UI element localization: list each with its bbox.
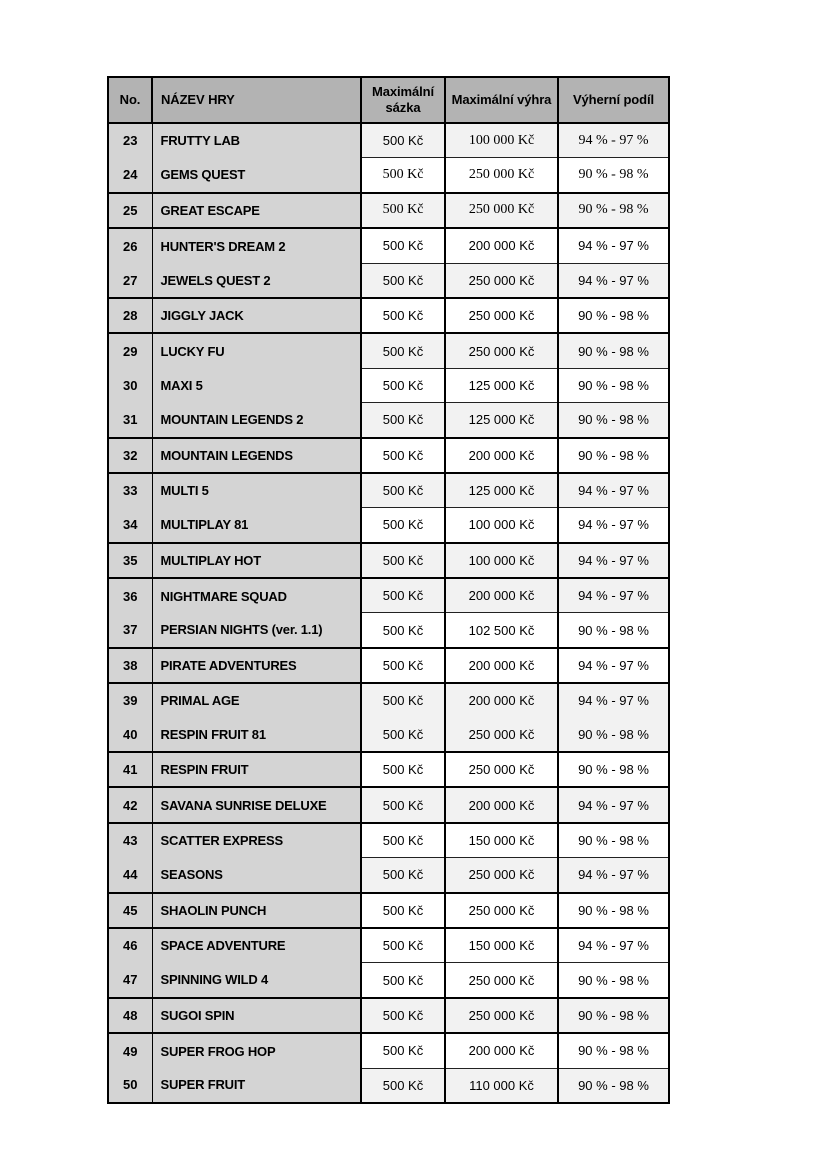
row-number-cell: 31 — [108, 403, 152, 438]
win-share-cell: 90 % - 98 % — [558, 193, 669, 228]
table-row — [108, 578, 669, 613]
max-bet-cell: 500 Kč — [361, 543, 445, 578]
game-name-cell: SPACE ADVENTURE — [152, 928, 361, 963]
max-bet-cell: 500 Kč — [361, 508, 445, 543]
max-win-cell: 250 000 Kč — [445, 298, 558, 333]
game-name-cell: JEWELS QUEST 2 — [152, 263, 361, 298]
max-bet-cell: 500 Kč — [361, 858, 445, 893]
game-name-cell: SUGOI SPIN — [152, 998, 361, 1033]
game-name-cell: NIGHTMARE SQUAD — [152, 578, 361, 613]
table-row — [108, 123, 669, 158]
row-number-cell: 29 — [108, 333, 152, 368]
table-row — [108, 228, 669, 263]
max-win-cell: 250 000 Kč — [445, 193, 558, 228]
game-name-cell: MAXI 5 — [152, 368, 361, 402]
win-share-cell: 90 % - 98 % — [558, 752, 669, 787]
row-number-cell: 41 — [108, 752, 152, 787]
game-name-cell: SEASONS — [152, 858, 361, 893]
col-header-max-bet: Maximální sázka — [361, 77, 445, 123]
table-row — [108, 298, 669, 333]
max-win-cell: 150 000 Kč — [445, 928, 558, 963]
row-number-cell: 50 — [108, 1068, 152, 1103]
table-row — [108, 1033, 669, 1068]
game-name-cell: GREAT ESCAPE — [152, 193, 361, 228]
col-header-no: No. — [108, 77, 152, 123]
win-share-cell: 90 % - 98 % — [558, 368, 669, 402]
max-bet-cell: 500 Kč — [361, 403, 445, 438]
max-win-cell: 125 000 Kč — [445, 403, 558, 438]
max-bet-cell: 500 Kč — [361, 752, 445, 787]
win-share-cell: 90 % - 98 % — [558, 1068, 669, 1103]
row-number-cell: 34 — [108, 508, 152, 543]
win-share-cell: 90 % - 98 % — [558, 998, 669, 1033]
table-row — [108, 823, 669, 858]
win-share-cell: 94 % - 97 % — [558, 508, 669, 543]
table-row — [108, 508, 669, 543]
table-row — [108, 263, 669, 298]
col-header-win-share: Výherní podíl — [558, 77, 669, 123]
col-header-max-win: Maximální výhra — [445, 77, 558, 123]
game-name-cell: PERSIAN NIGHTS (ver. 1.1) — [152, 613, 361, 648]
max-bet-cell: 500 Kč — [361, 438, 445, 473]
game-name-cell: LUCKY FU — [152, 333, 361, 368]
max-win-cell: 125 000 Kč — [445, 473, 558, 508]
row-number-cell: 48 — [108, 998, 152, 1033]
max-win-cell: 250 000 Kč — [445, 858, 558, 893]
game-name-cell: RESPIN FRUIT — [152, 752, 361, 787]
max-win-cell: 250 000 Kč — [445, 893, 558, 928]
table-row — [108, 683, 669, 717]
game-name-cell: MULTIPLAY HOT — [152, 543, 361, 578]
game-name-cell: PIRATE ADVENTURES — [152, 648, 361, 683]
game-name-cell: PRIMAL AGE — [152, 683, 361, 717]
win-share-cell: 94 % - 97 % — [558, 263, 669, 298]
game-name-cell: SAVANA SUNRISE DELUXE — [152, 787, 361, 822]
table-row — [108, 752, 669, 787]
max-bet-cell: 500 Kč — [361, 368, 445, 402]
max-bet-cell: 500 Kč — [361, 228, 445, 263]
row-number-cell: 35 — [108, 543, 152, 578]
max-bet-cell: 500 Kč — [361, 823, 445, 858]
table-row — [108, 403, 669, 438]
table-row — [108, 158, 669, 193]
win-share-cell: 90 % - 98 % — [558, 298, 669, 333]
max-win-cell: 250 000 Kč — [445, 333, 558, 368]
game-name-cell: RESPIN FRUIT 81 — [152, 718, 361, 752]
win-share-cell: 90 % - 98 % — [558, 333, 669, 368]
header-row — [108, 77, 669, 123]
row-number-cell: 27 — [108, 263, 152, 298]
max-bet-cell: 500 Kč — [361, 473, 445, 508]
max-bet-cell: 500 Kč — [361, 158, 445, 193]
max-win-cell: 100 000 Kč — [445, 508, 558, 543]
table-row — [108, 648, 669, 683]
win-share-cell: 94 % - 97 % — [558, 578, 669, 613]
max-bet-cell: 500 Kč — [361, 578, 445, 613]
table-row — [108, 438, 669, 473]
win-share-cell: 94 % - 97 % — [558, 123, 669, 158]
win-share-cell: 90 % - 98 % — [558, 403, 669, 438]
max-bet-cell: 500 Kč — [361, 1068, 445, 1103]
game-name-cell: SCATTER EXPRESS — [152, 823, 361, 858]
table-row — [108, 613, 669, 648]
max-win-cell: 250 000 Kč — [445, 718, 558, 752]
max-bet-cell: 500 Kč — [361, 718, 445, 752]
win-share-cell: 94 % - 97 % — [558, 228, 669, 263]
row-number-cell: 47 — [108, 963, 152, 998]
game-name-cell: SUPER FRUIT — [152, 1068, 361, 1103]
max-bet-cell: 500 Kč — [361, 963, 445, 998]
win-share-cell: 90 % - 98 % — [558, 438, 669, 473]
row-number-cell: 36 — [108, 578, 152, 613]
win-share-cell: 90 % - 98 % — [558, 1033, 669, 1068]
max-win-cell: 200 000 Kč — [445, 787, 558, 822]
game-name-cell: MULTI 5 — [152, 473, 361, 508]
game-name-cell: JIGGLY JACK — [152, 298, 361, 333]
win-share-cell: 94 % - 97 % — [558, 543, 669, 578]
max-win-cell: 150 000 Kč — [445, 823, 558, 858]
table-header — [108, 77, 669, 123]
max-win-cell: 200 000 Kč — [445, 683, 558, 717]
win-share-cell: 90 % - 98 % — [558, 158, 669, 193]
row-number-cell: 30 — [108, 368, 152, 402]
win-share-cell: 94 % - 97 % — [558, 683, 669, 717]
max-win-cell: 250 000 Kč — [445, 752, 558, 787]
max-win-cell: 200 000 Kč — [445, 228, 558, 263]
win-share-cell: 94 % - 97 % — [558, 928, 669, 963]
row-number-cell: 23 — [108, 123, 152, 158]
max-win-cell: 250 000 Kč — [445, 963, 558, 998]
game-name-cell: GEMS QUEST — [152, 158, 361, 193]
table-body — [108, 123, 669, 1103]
max-bet-cell: 500 Kč — [361, 1033, 445, 1068]
row-number-cell: 33 — [108, 473, 152, 508]
max-bet-cell: 500 Kč — [361, 893, 445, 928]
game-name-cell: MOUNTAIN LEGENDS 2 — [152, 403, 361, 438]
win-share-cell: 90 % - 98 % — [558, 963, 669, 998]
max-win-cell: 250 000 Kč — [445, 998, 558, 1033]
row-number-cell: 46 — [108, 928, 152, 963]
max-win-cell: 250 000 Kč — [445, 158, 558, 193]
win-share-cell: 94 % - 97 % — [558, 648, 669, 683]
row-number-cell: 39 — [108, 683, 152, 717]
game-name-cell: HUNTER'S DREAM 2 — [152, 228, 361, 263]
max-win-cell: 200 000 Kč — [445, 438, 558, 473]
game-name-cell: FRUTTY LAB — [152, 123, 361, 158]
win-share-cell: 90 % - 98 % — [558, 613, 669, 648]
max-bet-cell: 500 Kč — [361, 998, 445, 1033]
row-number-cell: 28 — [108, 298, 152, 333]
win-share-cell: 94 % - 97 % — [558, 473, 669, 508]
game-name-cell: MOUNTAIN LEGENDS — [152, 438, 361, 473]
max-bet-cell: 500 Kč — [361, 928, 445, 963]
max-win-cell: 125 000 Kč — [445, 368, 558, 402]
table-row — [108, 1068, 669, 1103]
max-bet-cell: 500 Kč — [361, 613, 445, 648]
row-number-cell: 38 — [108, 648, 152, 683]
row-number-cell: 25 — [108, 193, 152, 228]
row-number-cell: 49 — [108, 1033, 152, 1068]
col-header-game-name: NÁZEV HRY — [152, 77, 361, 123]
table-row — [108, 998, 669, 1033]
max-bet-cell: 500 Kč — [361, 123, 445, 158]
table-row — [108, 893, 669, 928]
table-row — [108, 473, 669, 508]
win-share-cell: 94 % - 97 % — [558, 787, 669, 822]
table-row — [108, 963, 669, 998]
row-number-cell: 43 — [108, 823, 152, 858]
table-row — [108, 928, 669, 963]
row-number-cell: 40 — [108, 718, 152, 752]
table-row — [108, 368, 669, 402]
game-name-cell: MULTIPLAY 81 — [152, 508, 361, 543]
max-bet-cell: 500 Kč — [361, 298, 445, 333]
table-row — [108, 543, 669, 578]
win-share-cell: 90 % - 98 % — [558, 823, 669, 858]
max-win-cell: 200 000 Kč — [445, 648, 558, 683]
row-number-cell: 26 — [108, 228, 152, 263]
max-win-cell: 250 000 Kč — [445, 263, 558, 298]
games-table — [107, 76, 670, 1104]
max-win-cell: 100 000 Kč — [445, 543, 558, 578]
table-row — [108, 858, 669, 893]
max-win-cell: 102 500 Kč — [445, 613, 558, 648]
row-number-cell: 32 — [108, 438, 152, 473]
max-bet-cell: 500 Kč — [361, 648, 445, 683]
win-share-cell: 90 % - 98 % — [558, 893, 669, 928]
table-row — [108, 193, 669, 228]
win-share-cell: 90 % - 98 % — [558, 718, 669, 752]
row-number-cell: 45 — [108, 893, 152, 928]
table-row — [108, 333, 669, 368]
game-name-cell: SUPER FROG HOP — [152, 1033, 361, 1068]
row-number-cell: 37 — [108, 613, 152, 648]
max-bet-cell: 500 Kč — [361, 263, 445, 298]
row-number-cell: 42 — [108, 787, 152, 822]
max-win-cell: 100 000 Kč — [445, 123, 558, 158]
max-win-cell: 110 000 Kč — [445, 1068, 558, 1103]
max-win-cell: 200 000 Kč — [445, 1033, 558, 1068]
game-name-cell: SPINNING WILD 4 — [152, 963, 361, 998]
max-bet-cell: 500 Kč — [361, 193, 445, 228]
max-bet-cell: 500 Kč — [361, 683, 445, 717]
win-share-cell: 94 % - 97 % — [558, 858, 669, 893]
table-row — [108, 787, 669, 822]
row-number-cell: 44 — [108, 858, 152, 893]
max-bet-cell: 500 Kč — [361, 333, 445, 368]
table-row — [108, 718, 669, 752]
game-name-cell: SHAOLIN PUNCH — [152, 893, 361, 928]
row-number-cell: 24 — [108, 158, 152, 193]
max-bet-cell: 500 Kč — [361, 787, 445, 822]
max-win-cell: 200 000 Kč — [445, 578, 558, 613]
